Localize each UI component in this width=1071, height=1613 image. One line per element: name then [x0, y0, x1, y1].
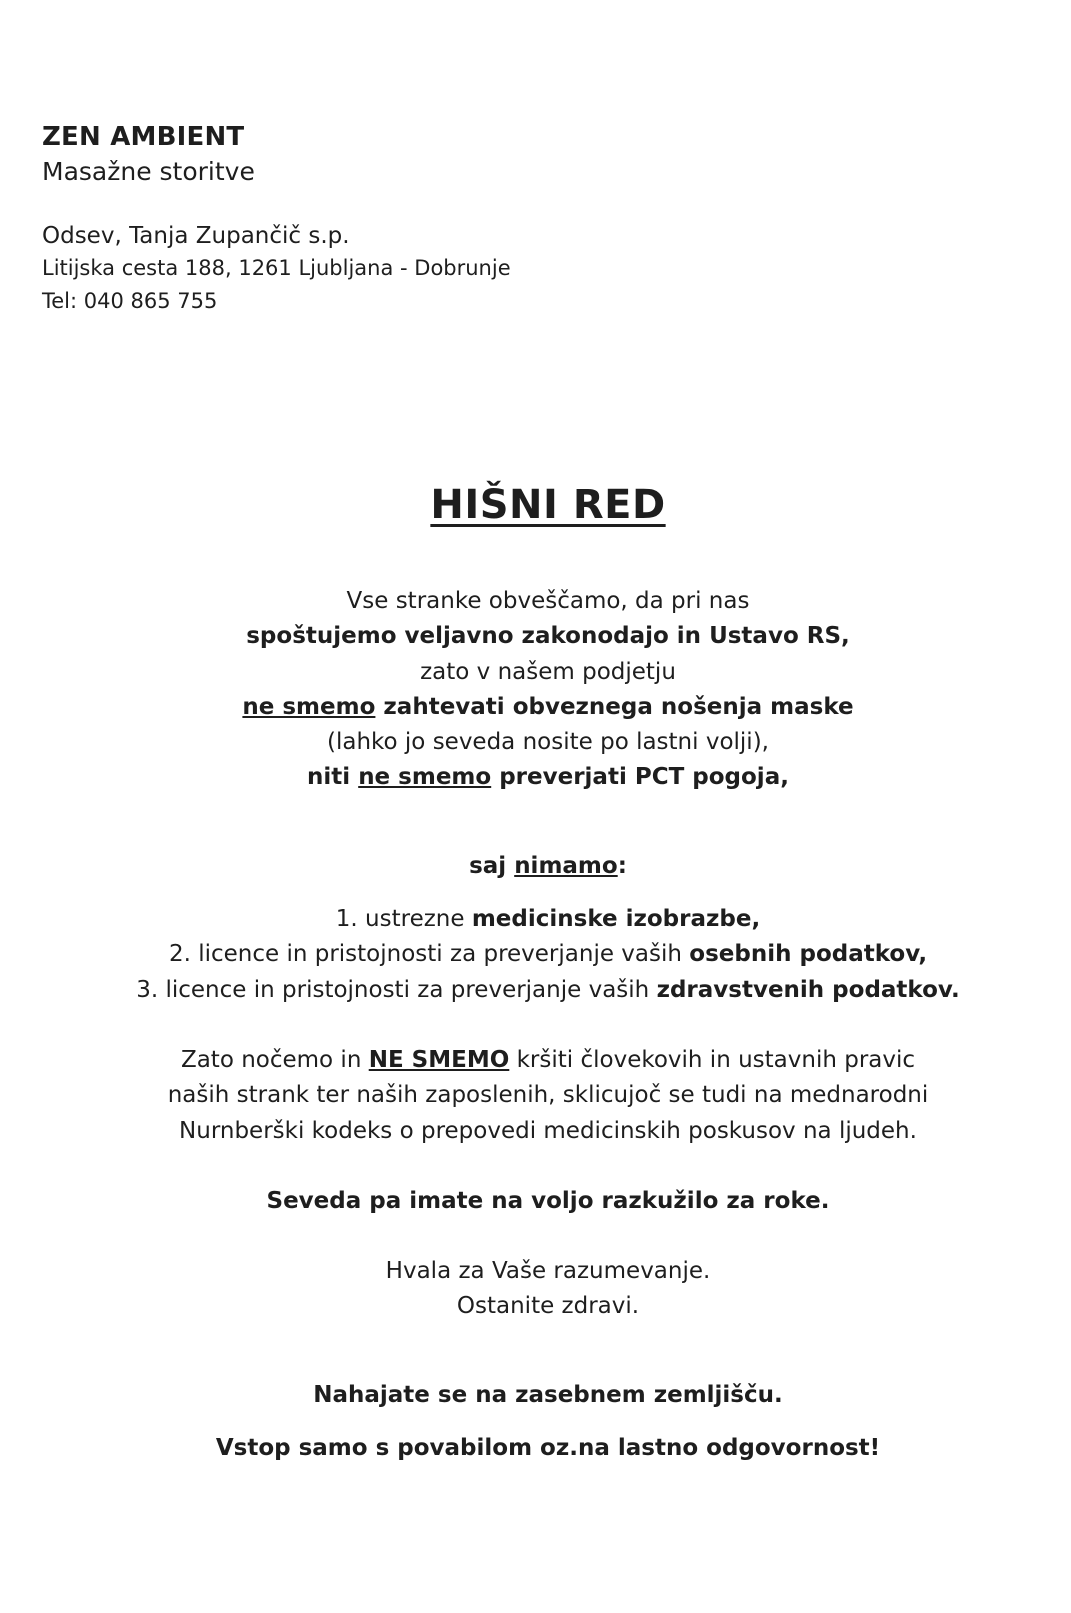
- rights-text: Zato nočemo in: [180, 1046, 369, 1073]
- intro-text: zahtevati obveznega nošenja maske: [375, 693, 854, 720]
- rights-line: Nurnberški kodeks o prepovedi medicinskih poskusov na ljudeh.: [179, 1117, 917, 1144]
- rights-line: naših strank ter naših zaposlenih, sklicujoč se tudi na mednarodni: [167, 1082, 929, 1109]
- emphasis-text: ne smemo: [242, 693, 376, 720]
- intro-line: zato v našem podjetju: [420, 658, 676, 685]
- owner-line: Odsev, Tanja Zupančič s.p.: [42, 223, 350, 249]
- reasons-heading-text: :: [617, 852, 627, 879]
- reason-item: [0, 902, 1071, 937]
- intro-line: [0, 760, 1071, 795]
- reason-bold-text: zdravstvenih podatkov.: [656, 976, 960, 1003]
- reason-text: 2. licence in pristojnosti za preverjanje vaših: [168, 941, 690, 968]
- reasons-block: [0, 849, 1071, 1008]
- reason-text: 3. licence in pristojnosti za preverjanje vaših: [136, 976, 657, 1003]
- company-subtitle: Masažne storitve: [42, 157, 255, 186]
- company-name: ZEN AMBIENT: [42, 122, 245, 152]
- emphasis-text: ne smemo: [358, 764, 492, 791]
- rights-block: [0, 1043, 1071, 1149]
- intro-line: spoštujemo veljavno zakonodajo in Ustavo RS,: [246, 623, 850, 650]
- thanks-block: [0, 1254, 1071, 1325]
- reasons-heading-text: saj: [469, 852, 515, 879]
- reason-item: [0, 937, 1071, 972]
- reason-item: [0, 973, 1071, 1008]
- emphasis-text: nimamo: [514, 852, 618, 879]
- entry-notice: Vstop samo s povabilom oz.na lastno odgovornost!: [215, 1435, 881, 1462]
- intro-text: niti: [307, 764, 359, 791]
- phone-line: Tel: 040 865 755: [42, 289, 218, 313]
- rights-text: kršiti človekovih in ustavnih pravic: [509, 1046, 916, 1073]
- reason-text: 1. ustrezne: [335, 906, 472, 933]
- emphasis-text: NE SMEMO: [368, 1046, 510, 1073]
- rights-line: [0, 1043, 1071, 1078]
- thanks-line: Ostanite zdravi.: [456, 1293, 640, 1320]
- sanitizer-notice: Seveda pa imate na voljo razkužilo za roke.: [266, 1187, 830, 1214]
- reason-bold-text: medicinske izobrazbe,: [471, 906, 761, 933]
- intro-line: (lahko jo seveda nosite po lastni volji),: [327, 729, 769, 756]
- intro-line: [0, 690, 1071, 725]
- private-land-notice: Nahajate se na zasebnem zemljišču.: [313, 1381, 783, 1408]
- reasons-heading: [0, 849, 1071, 884]
- document-title: HIŠNI RED: [430, 482, 666, 528]
- address-line: Litijska cesta 188, 1261 Ljubljana - Dobrunje: [42, 256, 511, 280]
- intro-line: Vse stranke obveščamo, da pri nas: [346, 588, 750, 614]
- intro-block: [0, 584, 1071, 796]
- notice-body: [0, 584, 1071, 1466]
- intro-text: preverjati PCT pogoja,: [491, 764, 789, 791]
- reason-bold-text: osebnih podatkov,: [689, 941, 928, 968]
- company-header: [42, 120, 742, 318]
- thanks-line: Hvala za Vaše razumevanje.: [385, 1258, 711, 1285]
